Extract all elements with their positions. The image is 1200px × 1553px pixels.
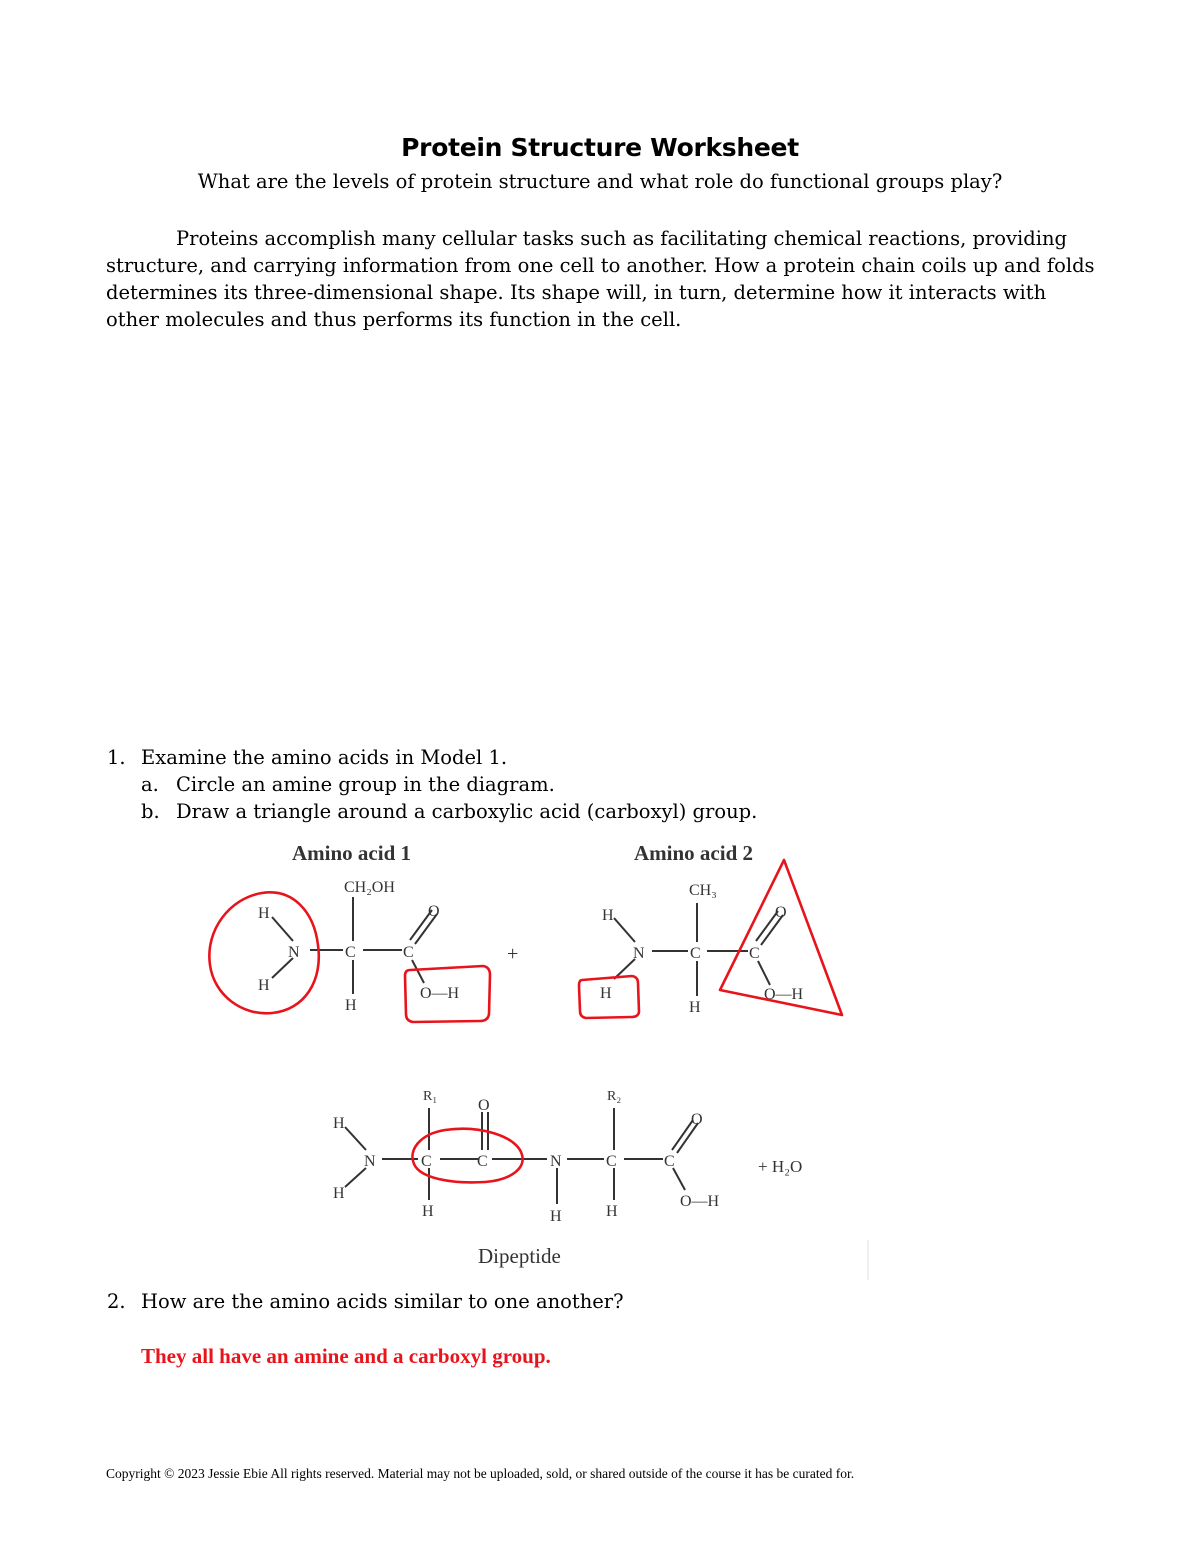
svg-text:H: H xyxy=(606,1203,618,1220)
svg-text:H: H xyxy=(258,905,270,922)
svg-text:H: H xyxy=(345,997,357,1014)
svg-text:H: H xyxy=(550,1208,562,1225)
svg-text:H: H xyxy=(258,977,270,994)
question-1a-number: a. xyxy=(141,773,159,796)
svg-text:O: O xyxy=(775,904,787,921)
svg-text:CH₃: CH₃ xyxy=(689,882,717,899)
svg-text:N: N xyxy=(633,945,645,962)
hydroxyl-box-1 xyxy=(405,966,490,1022)
svg-text:C: C xyxy=(345,944,356,961)
svg-text:R₂: R₂ xyxy=(607,1089,622,1104)
svg-text:O—H: O—H xyxy=(764,986,804,1003)
carbonyl-circle xyxy=(412,1129,522,1183)
svg-text:O—H: O—H xyxy=(420,985,460,1002)
svg-text:C: C xyxy=(421,1153,432,1170)
question-1b-number: b. xyxy=(141,800,160,823)
svg-text:C: C xyxy=(664,1153,675,1170)
amine-circle xyxy=(209,892,318,1013)
svg-text:C: C xyxy=(690,945,701,962)
svg-text:O—H: O—H xyxy=(680,1193,720,1210)
dipeptide-label-large: Dipeptide xyxy=(478,1244,561,1268)
amino-acid-1-label-large: Amino acid 1 xyxy=(292,841,412,865)
page-subtitle: What are the levels of protein structure and what role do functional groups play? xyxy=(197,170,1003,193)
page-title: Protein Structure Worksheet xyxy=(401,133,799,162)
svg-text:O: O xyxy=(478,1097,490,1114)
question-2-number: 2. xyxy=(107,1290,126,1313)
svg-text:C: C xyxy=(606,1153,617,1170)
carboxyl-triangle xyxy=(720,860,842,1015)
answer-2: They all have an amine and a carboxyl group. xyxy=(141,1344,551,1368)
svg-text:O: O xyxy=(691,1111,703,1128)
svg-text:+: + xyxy=(507,943,519,965)
amino-acid-2-label-large: Amino acid 2 xyxy=(634,841,754,865)
question-1a: Circle an amine group in the diagram. xyxy=(176,773,555,796)
svg-text:O: O xyxy=(428,903,440,920)
model-1-figure xyxy=(0,355,1200,715)
svg-text:N: N xyxy=(550,1153,562,1170)
svg-text:H: H xyxy=(600,985,612,1002)
intro-paragraph: Proteins accomplish many cellular tasks such as facilitating chemical reactions, providing structure, and carrying information from one cell to another. How a protein chain coils up and folds determines its three-dimensional shape. Its shape will, in turn, determine how it interacts with other molecules and thus performs its function in the cell. xyxy=(106,227,1095,331)
svg-text:C: C xyxy=(749,945,760,962)
copyright-footer: Copyright © 2023 Jessie Ebie All rights reserved. Material may not be uploaded, sold, or shared outside of the course it has be curated for. xyxy=(106,1466,855,1481)
question-2: How are the amino acids similar to one another? xyxy=(141,1290,624,1313)
svg-text:H: H xyxy=(602,907,614,924)
question-1: Examine the amino acids in Model 1. xyxy=(141,746,508,769)
svg-text:R₁: R₁ xyxy=(423,1089,438,1104)
svg-text:H: H xyxy=(333,1185,345,1202)
question-1b: Draw a triangle around a carboxylic acid (carboxyl) group. xyxy=(176,800,758,823)
svg-text:H: H xyxy=(333,1115,345,1132)
hydrogen-box xyxy=(579,976,639,1018)
svg-text:N: N xyxy=(288,944,300,961)
svg-text:H: H xyxy=(422,1203,434,1220)
question-1-number: 1. xyxy=(107,746,126,769)
svg-text:C: C xyxy=(477,1153,488,1170)
svg-text:H: H xyxy=(689,999,701,1016)
svg-text:N: N xyxy=(364,1153,376,1170)
svg-text:+ H₂O: + H₂O xyxy=(758,1157,803,1176)
svg-text:CH₂OH: CH₂OH xyxy=(344,879,395,896)
svg-text:C: C xyxy=(403,944,414,961)
